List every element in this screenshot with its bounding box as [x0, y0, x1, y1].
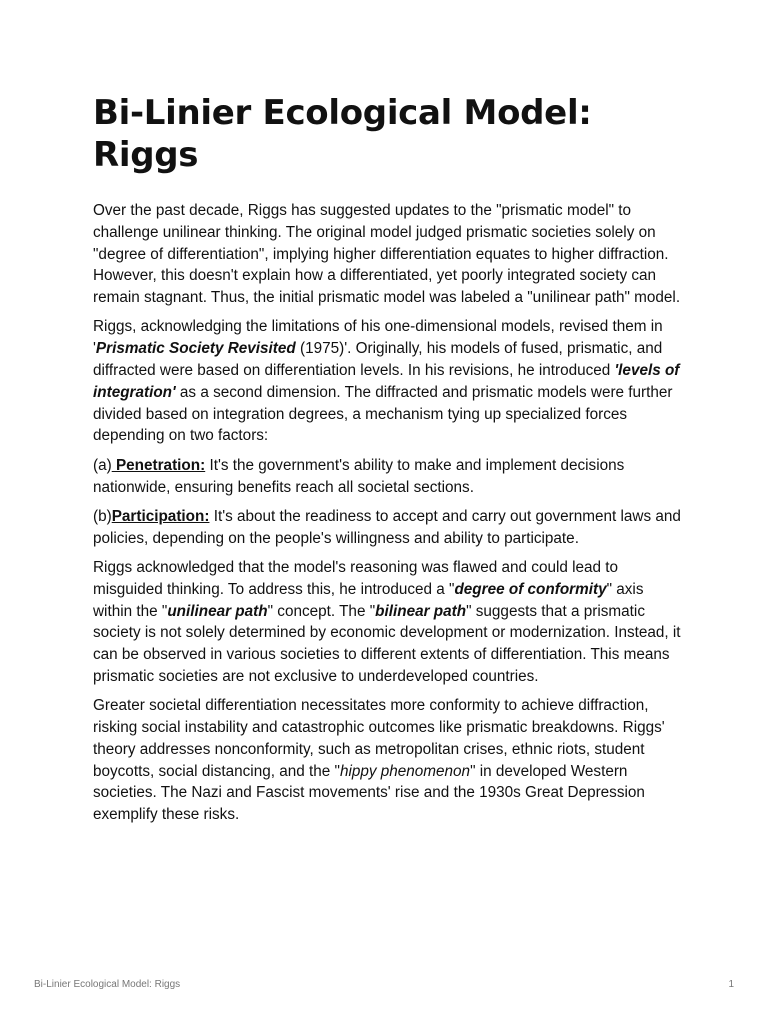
title-line-1: Bi-Linier Ecological Model: [93, 93, 592, 133]
p4-text: It's about the readiness to accept and carry out government laws and policies, depending on the people's willingness and ability to participate. [93, 507, 681, 547]
p6-text-c: " in developed Western societies. The Nazi and Fascist movements' rise and the 1930s Great Depression exemplify these risks. [93, 762, 645, 824]
p3-prefix: (a) [93, 456, 112, 474]
title-line-2: Riggs [93, 135, 199, 175]
p5-term-unilinear: unilinear path [167, 602, 268, 620]
p2-text-a: Riggs, acknowledging the limitations of his one-dimensional models, revised them in ' [93, 318, 663, 358]
p2-text-e: as a second dimension. The diffracted and prismatic models were further divided based on integration degrees, a mechanism tying up specialized forces depending on two factors: [93, 383, 673, 445]
p2-term: 'levels of integration' [93, 362, 680, 401]
paragraph-1: Over the past decade, Riggs has suggested updates to the "prismatic model" to challenge unilinear thinking. The original model judged prismatic societies solely on "degree of differentiation", implying higher differentiation equates to higher diffraction. However, this doesn't explain how a differentiated, yet poorly integrated society can remain stagnant. Thus, the initial prismatic model was labeled a "unilinear path" model. [93, 202, 681, 307]
page-number: 1 [728, 979, 734, 990]
p6-text-a: Greater societal differentiation necessitates more conformity to achieve diffraction, risking social instability and catastrophic outcomes like prismatic breakdowns. Riggs' theory addresses nonconformity, such as metropolitan crises, ethnic riots, student boycotts, social distancing, and the " [93, 697, 665, 780]
p4-prefix: (b) [93, 507, 112, 525]
p3-term: Penetration: [111, 456, 206, 474]
paragraph-2 [93, 316, 683, 447]
p5-text-g: " suggests that a prismatic society is not solely determined by economic development or modernization. Instead, it can be observed in various societies to different extents of differentiation. This means prismatic societies are not exclusive to underdeveloped countries. [93, 602, 681, 685]
paragraph-6 [93, 695, 683, 826]
document-page [93, 92, 683, 834]
p6-term-hippy: hippy phenomenon [339, 762, 471, 780]
p5-term-bilinear: bilinear path [375, 602, 467, 620]
p4-term: Participation: [111, 507, 210, 525]
page-title [93, 92, 683, 176]
document-body [93, 200, 683, 826]
paragraph-penetration [93, 455, 683, 499]
footer-title: Bi-Linier Ecological Model: Riggs [34, 979, 181, 990]
p5-text-c: " axis within the " [93, 580, 644, 620]
p5-text-a: Riggs acknowledged that the model's reasoning was flawed and could lead to misguided thinking. To address this, he introduced a " [93, 558, 619, 598]
p3-text: It's the government's ability to make and implement decisions nationwide, ensuring benefits reach all societal sections. [93, 456, 625, 496]
p2-text-c: (1975)'. Originally, his models of fused, prismatic, and diffracted were based on differentiation levels. In his revisions, he introduced [93, 340, 663, 380]
paragraph-5 [93, 557, 683, 688]
p2-book-title: Prismatic Society Revisited [95, 340, 296, 358]
paragraph-participation [93, 506, 683, 550]
p5-term-conformity: degree of conformity [454, 580, 607, 598]
p5-text-e: " concept. The " [267, 602, 376, 620]
